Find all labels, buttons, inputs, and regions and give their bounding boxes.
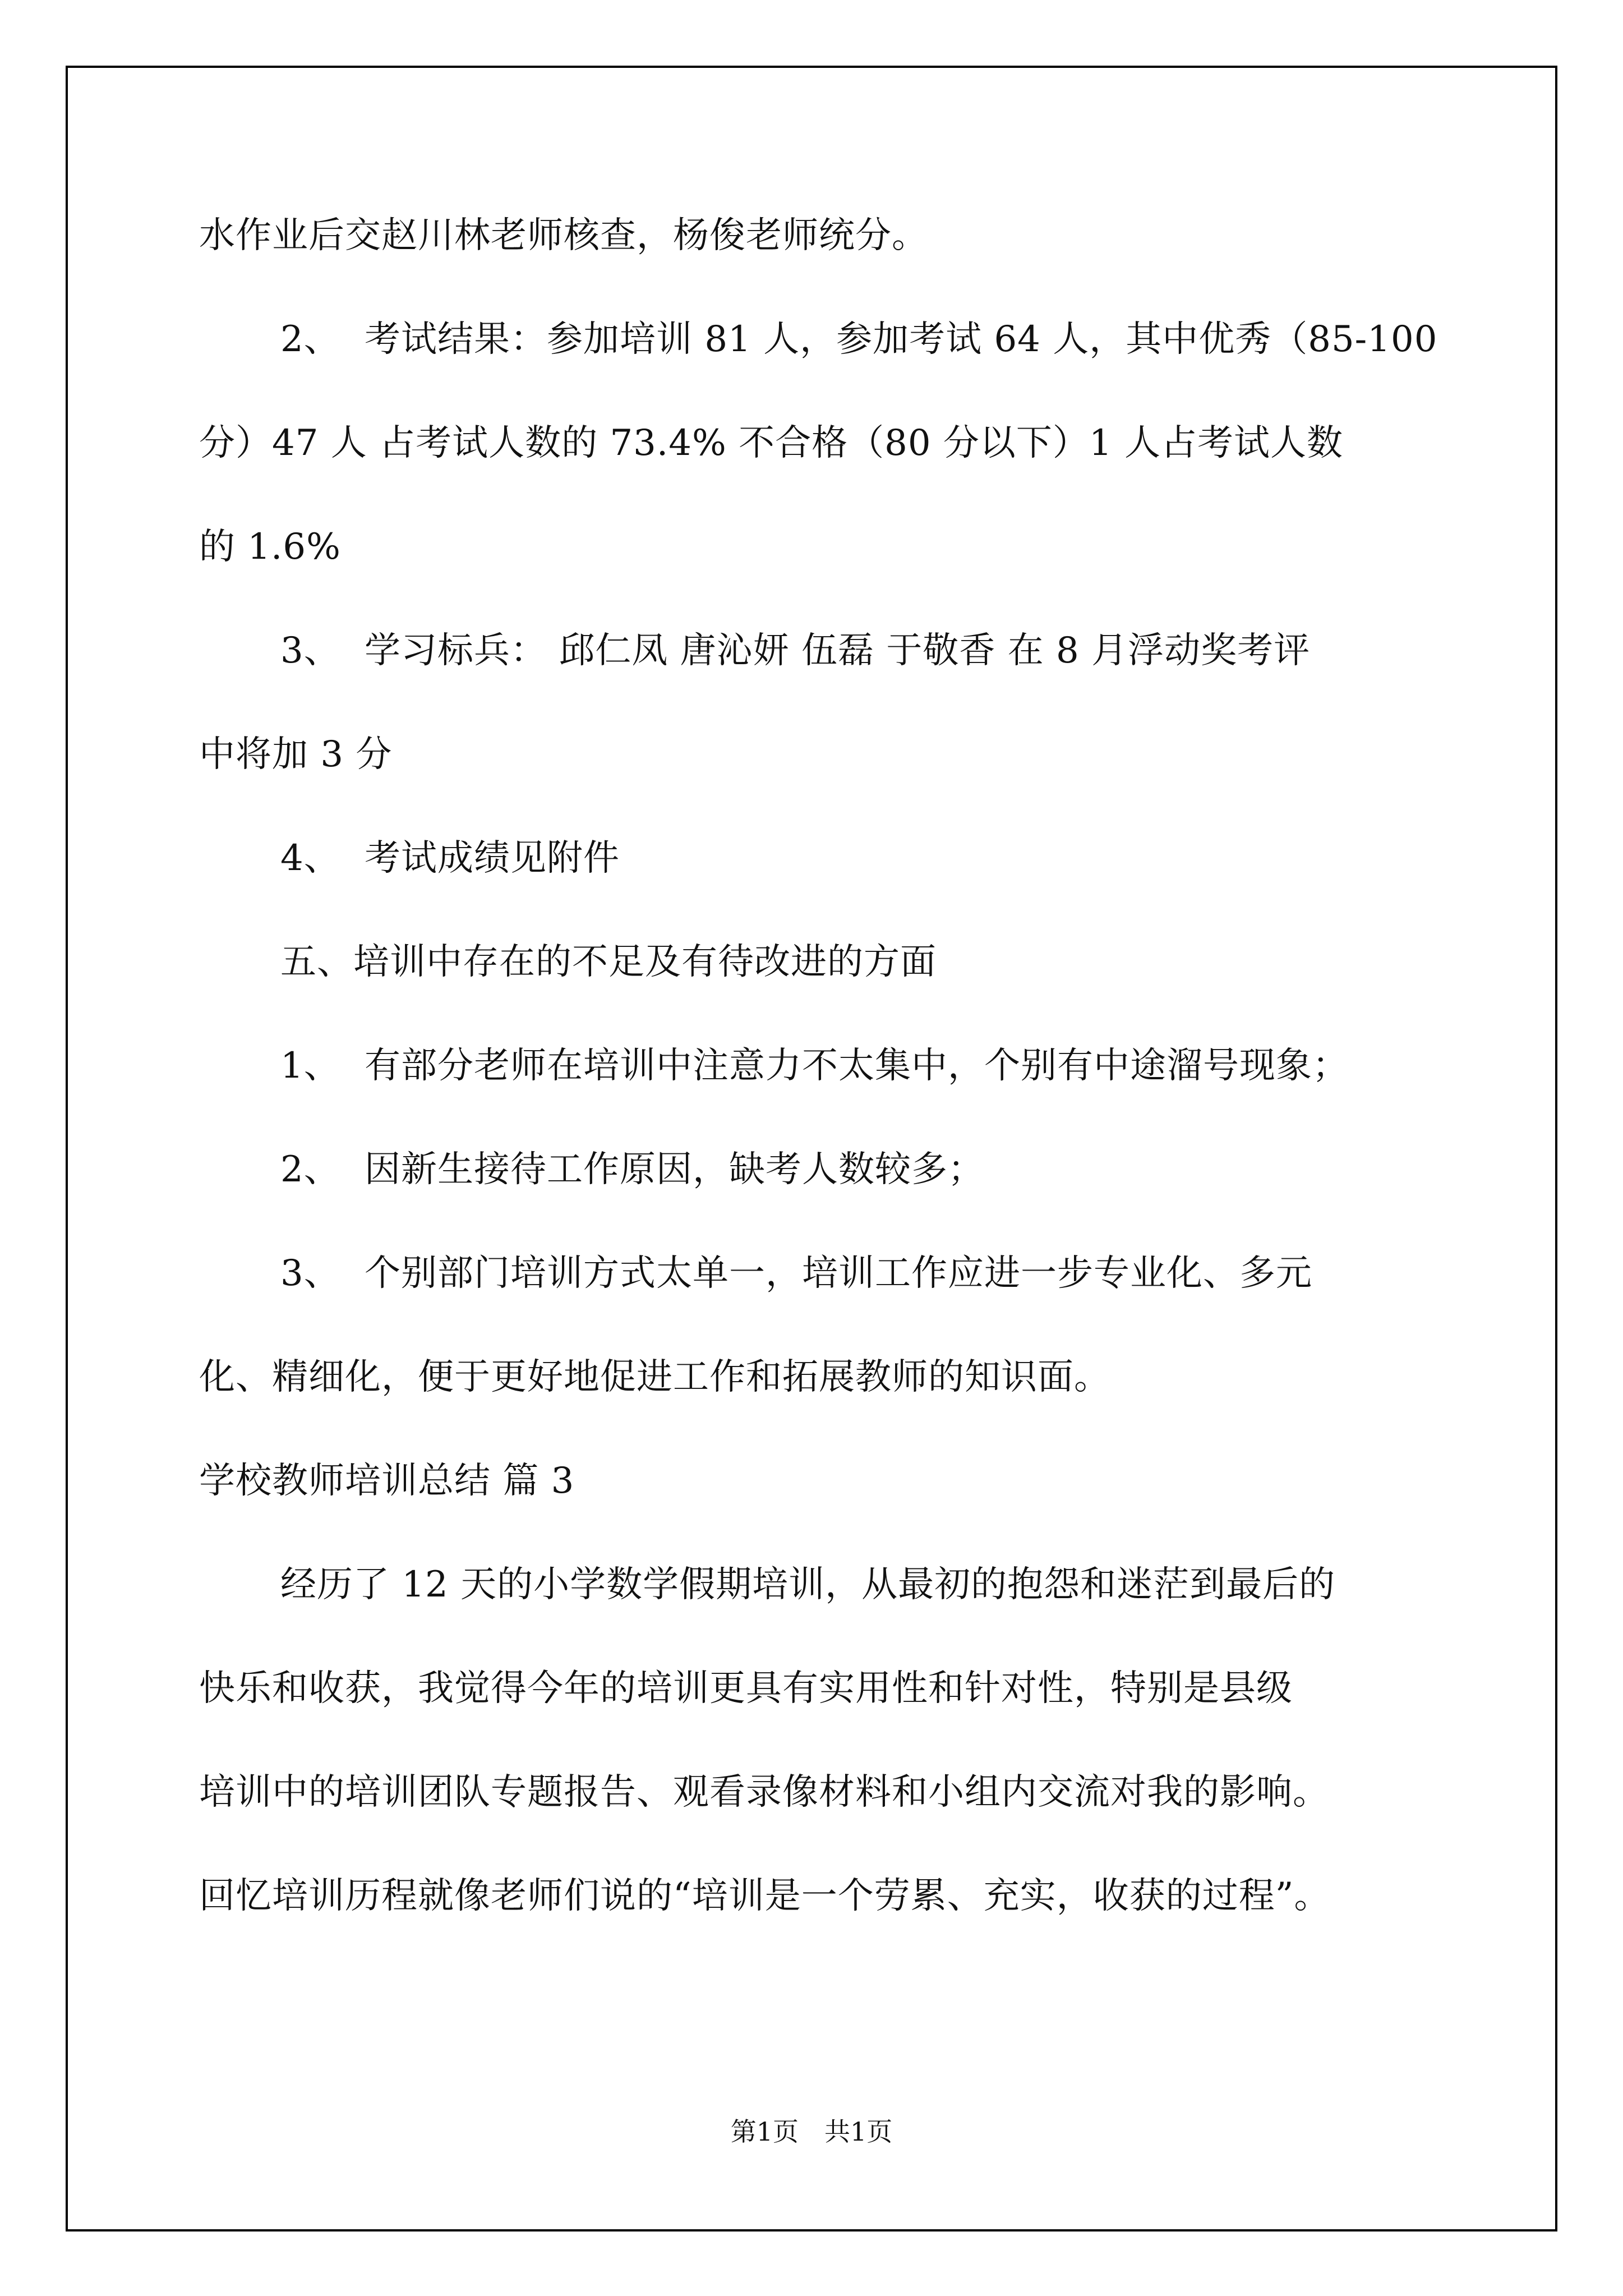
item-text: 有部分老师在培训中注意力不太集中，个别有中途溜号现象； — [365, 1045, 1349, 1087]
section-heading-5: 五、培训中存在的不足及有待改进的方面 — [280, 941, 937, 983]
item-number: 3、 — [280, 1253, 340, 1294]
item-number: 4、 — [280, 838, 340, 879]
page-footer: 第1页 共1页 — [730, 2116, 893, 2147]
item-2-exam-result — [280, 317, 1437, 362]
problem-item-1 — [280, 1043, 1349, 1088]
item-text: 考试结果：参加培训 81 人，参加考试 64 人，其中优秀（85-100 — [365, 319, 1438, 360]
item-3-learning-model — [280, 628, 1310, 673]
item-text: 考试成绩见附件 — [365, 838, 620, 879]
paragraph-line-3: 培训中的培训团队专题报告、观看录像材料和小组内交流对我的影响。 — [199, 1772, 1329, 1813]
text-line-6: 中将加 3 分 — [199, 734, 393, 775]
item-text: 个别部门培训方式太单一，培训工作应进一步专业化、多元 — [365, 1253, 1312, 1294]
text-line-4: 的 1.6% — [199, 526, 341, 568]
text-line-1: 水作业后交赵川林老师核查，杨俊老师统分。 — [199, 215, 928, 256]
text-line-12: 化、精细化，便于更好地促进工作和拓展教师的知识面。 — [199, 1356, 1110, 1398]
item-text: 因新生接待工作原因，缺考人数较多； — [365, 1149, 984, 1190]
paragraph-line-2: 快乐和收获，我觉得今年的培训更具有实用性和针对性，特别是县级 — [199, 1668, 1293, 1709]
item-number: 3、 — [280, 630, 340, 671]
item-number: 1、 — [280, 1045, 340, 1087]
paragraph-line-4: 回忆培训历程就像老师们说的“培训是一个劳累、充实，收获的过程”。 — [199, 1875, 1331, 1917]
paragraph-line-1: 经历了 12 天的小学数学假期培训，从最初的抱怨和迷茫到最后的 — [280, 1564, 1336, 1605]
article-title: 学校教师培训总结 篇 3 — [199, 1460, 575, 1502]
problem-item-3 — [280, 1251, 1312, 1296]
text-line-3: 分）47 人 占考试人数的 73.4% 不合格（80 分以下）1 人占考试人数 — [199, 422, 1343, 464]
item-4-scores — [280, 836, 620, 881]
item-number: 2、 — [280, 1149, 340, 1190]
item-text: 学习标兵： 邱仁凤 唐沁妍 伍磊 于敬香 在 8 月浮动奖考评 — [365, 630, 1311, 671]
item-number: 2、 — [280, 319, 340, 360]
problem-item-2 — [280, 1147, 984, 1192]
